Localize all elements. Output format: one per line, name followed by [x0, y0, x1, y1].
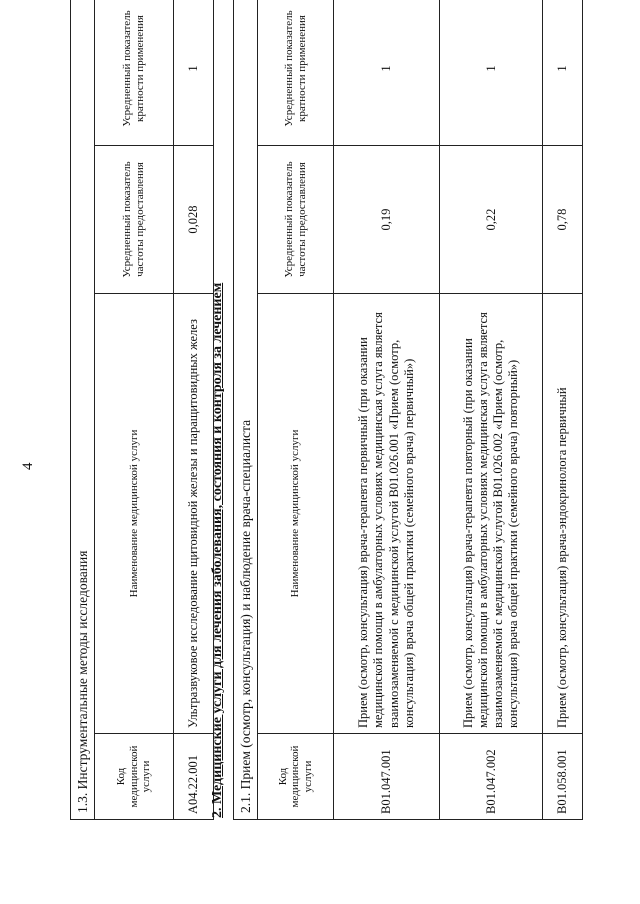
frequency-value: 0,028 — [174, 146, 214, 294]
page-number: 4 — [20, 462, 36, 470]
header-multiplicity: Усредненный показатель кратности применения — [95, 0, 174, 146]
specialist-visits-table — [233, 0, 583, 820]
service-name: Прием (осмотр, консультация) врача-терапевта первичный (при оказании медицинской помощи в амбулаторных условиях медицинская услуга является взаимозаменяемой с медицинской услугой B01.026.001 «Прием (осмотр, консультация) врача общей практики (семейного врача) первичный») — [334, 294, 440, 734]
header-code: Код медицинской услуги — [95, 734, 174, 820]
table-row — [334, 0, 440, 820]
service-code: B01.058.001 — [543, 734, 583, 820]
service-name: Прием (осмотр, консультация) врача-терапевта повторный (при оказании медицинской помощи в амбулаторных условиях медицинская услуга является взаимозаменяемой с медицинской услугой B01.026.002 «Прием (осмотр, консультация) врача общей практики (семейного врача) повторный») — [440, 294, 543, 734]
multiplicity-value: 1 — [543, 0, 583, 146]
service-code: A04.22.001 — [174, 734, 214, 820]
section-2-heading: 2. Медицинские услуги для лечения заболевания, состояния и контроля за лечением — [210, 282, 225, 818]
table-row — [543, 0, 583, 820]
frequency-value: 0,78 — [543, 146, 583, 294]
frequency-value: 0,22 — [440, 146, 543, 294]
instrumental-methods-table — [70, 0, 214, 820]
header-multiplicity: Усредненный показатель кратности применения — [258, 0, 334, 146]
header-name: Наименование медицинской услуги — [95, 294, 174, 734]
frequency-value: 0,19 — [334, 146, 440, 294]
service-code: B01.047.001 — [334, 734, 440, 820]
table-row — [440, 0, 543, 820]
service-name: Ультразвуковое исследование щитовидной железы и паращитовидных желез — [174, 294, 214, 734]
multiplicity-value: 1 — [174, 0, 214, 146]
header-frequency: Усредненный показатель частоты предоставления — [95, 146, 174, 294]
header-code: Код медицинской услуги — [258, 734, 334, 820]
section-title: 2.1. Прием (осмотр, консультация) и наблюдение врача-специалиста — [234, 0, 258, 820]
header-name: Наименование медицинской услуги — [258, 294, 334, 734]
section-title: 1.3. Инструментальные методы исследования — [71, 0, 95, 820]
multiplicity-value: 1 — [334, 0, 440, 146]
header-frequency: Усредненный показатель частоты предоставления — [258, 146, 334, 294]
table-row — [174, 0, 214, 820]
service-name: Прием (осмотр, консультация) врача-эндокринолога первичный — [543, 294, 583, 734]
service-code: B01.047.002 — [440, 734, 543, 820]
multiplicity-value: 1 — [440, 0, 543, 146]
